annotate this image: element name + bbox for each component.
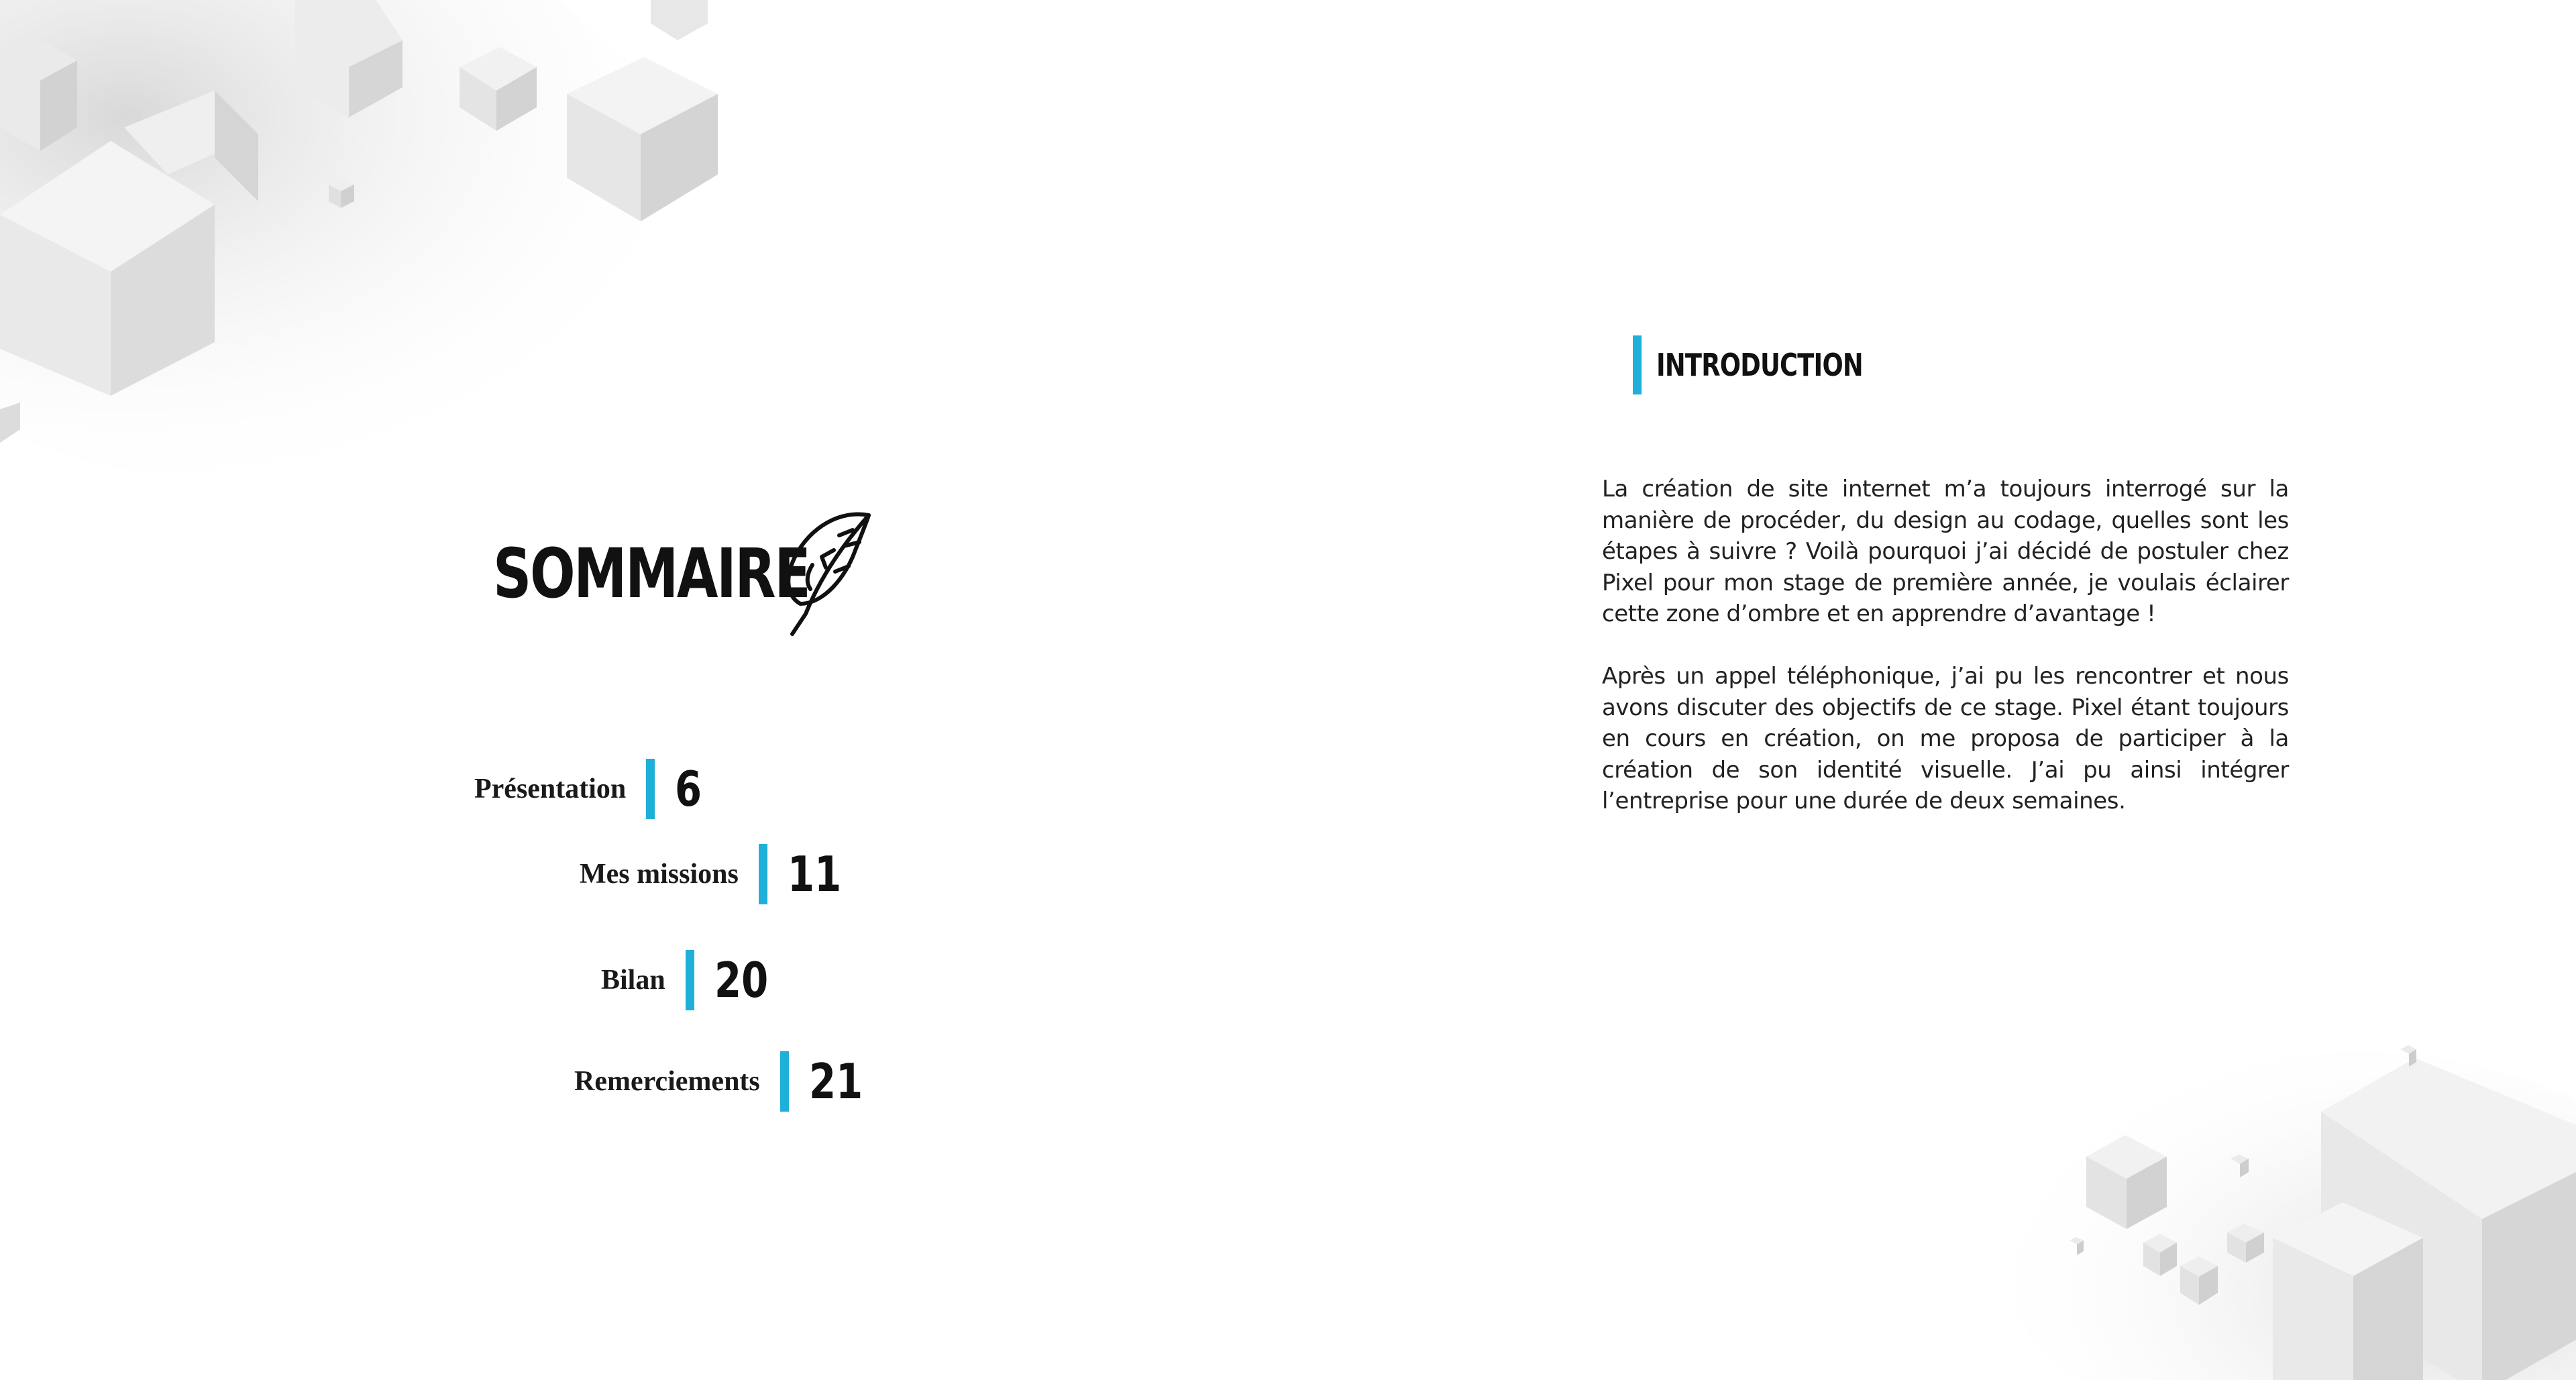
cube-br-front [2273,1202,2423,1380]
toc-item-label: Remerciements [574,1066,760,1097]
toc-header [493,510,874,637]
introduction-paragraph: La création de site internet m’a toujours interrogé sur la manière de procéder, du design au codage, quelles sont les étapes à suivre ? Voilà pourquoi j’ai décidé de postuler chez Pixel pour mon stage de première année, je voulais éclairer cette zone d’ombre et en apprendre d’avantage ! [1602,476,2289,627]
decorative-cubes-bottom-right [1932,1018,2576,1380]
toc-item-page: 20 [714,952,768,1008]
toc-item-bilan[interactable] [601,950,782,1010]
introduction-header [1633,335,1915,394]
toc-item-label: Mes missions [580,859,739,890]
accent-bar [686,950,694,1010]
toc-item-page: 11 [787,846,842,902]
toc-item-remerciements[interactable] [574,1051,876,1112]
accent-bar [1633,335,1642,394]
accent-bar [759,844,767,904]
introduction-paragraph: Après un appel téléphonique, j’ai pu les rencontrer et nous avons discuter des objectifs de ce stage. Pixel étant toujours en cours en création, on me proposa de participer à la création de son identité visuelle. J’ai pu ainsi intégrer l’entreprise pour une durée de deux semaines. [1602,663,2289,814]
cube-small-b [651,0,708,40]
introduction-title: INTRODUCTION [1656,347,1863,383]
decorative-cubes-top-left [0,0,751,510]
toc-item-label: Bilan [601,965,665,996]
toc-item-presentation[interactable] [474,759,708,819]
introduction-body [1602,474,2289,848]
accent-bar [780,1051,789,1112]
toc-item-page: 21 [808,1053,863,1110]
toc-item-page: 6 [675,761,702,817]
toc-title: SOMMAIRE [493,533,810,614]
accent-bar [646,759,655,819]
toc-item-label: Présentation [474,774,627,804]
toc-item-missions[interactable] [580,844,855,904]
